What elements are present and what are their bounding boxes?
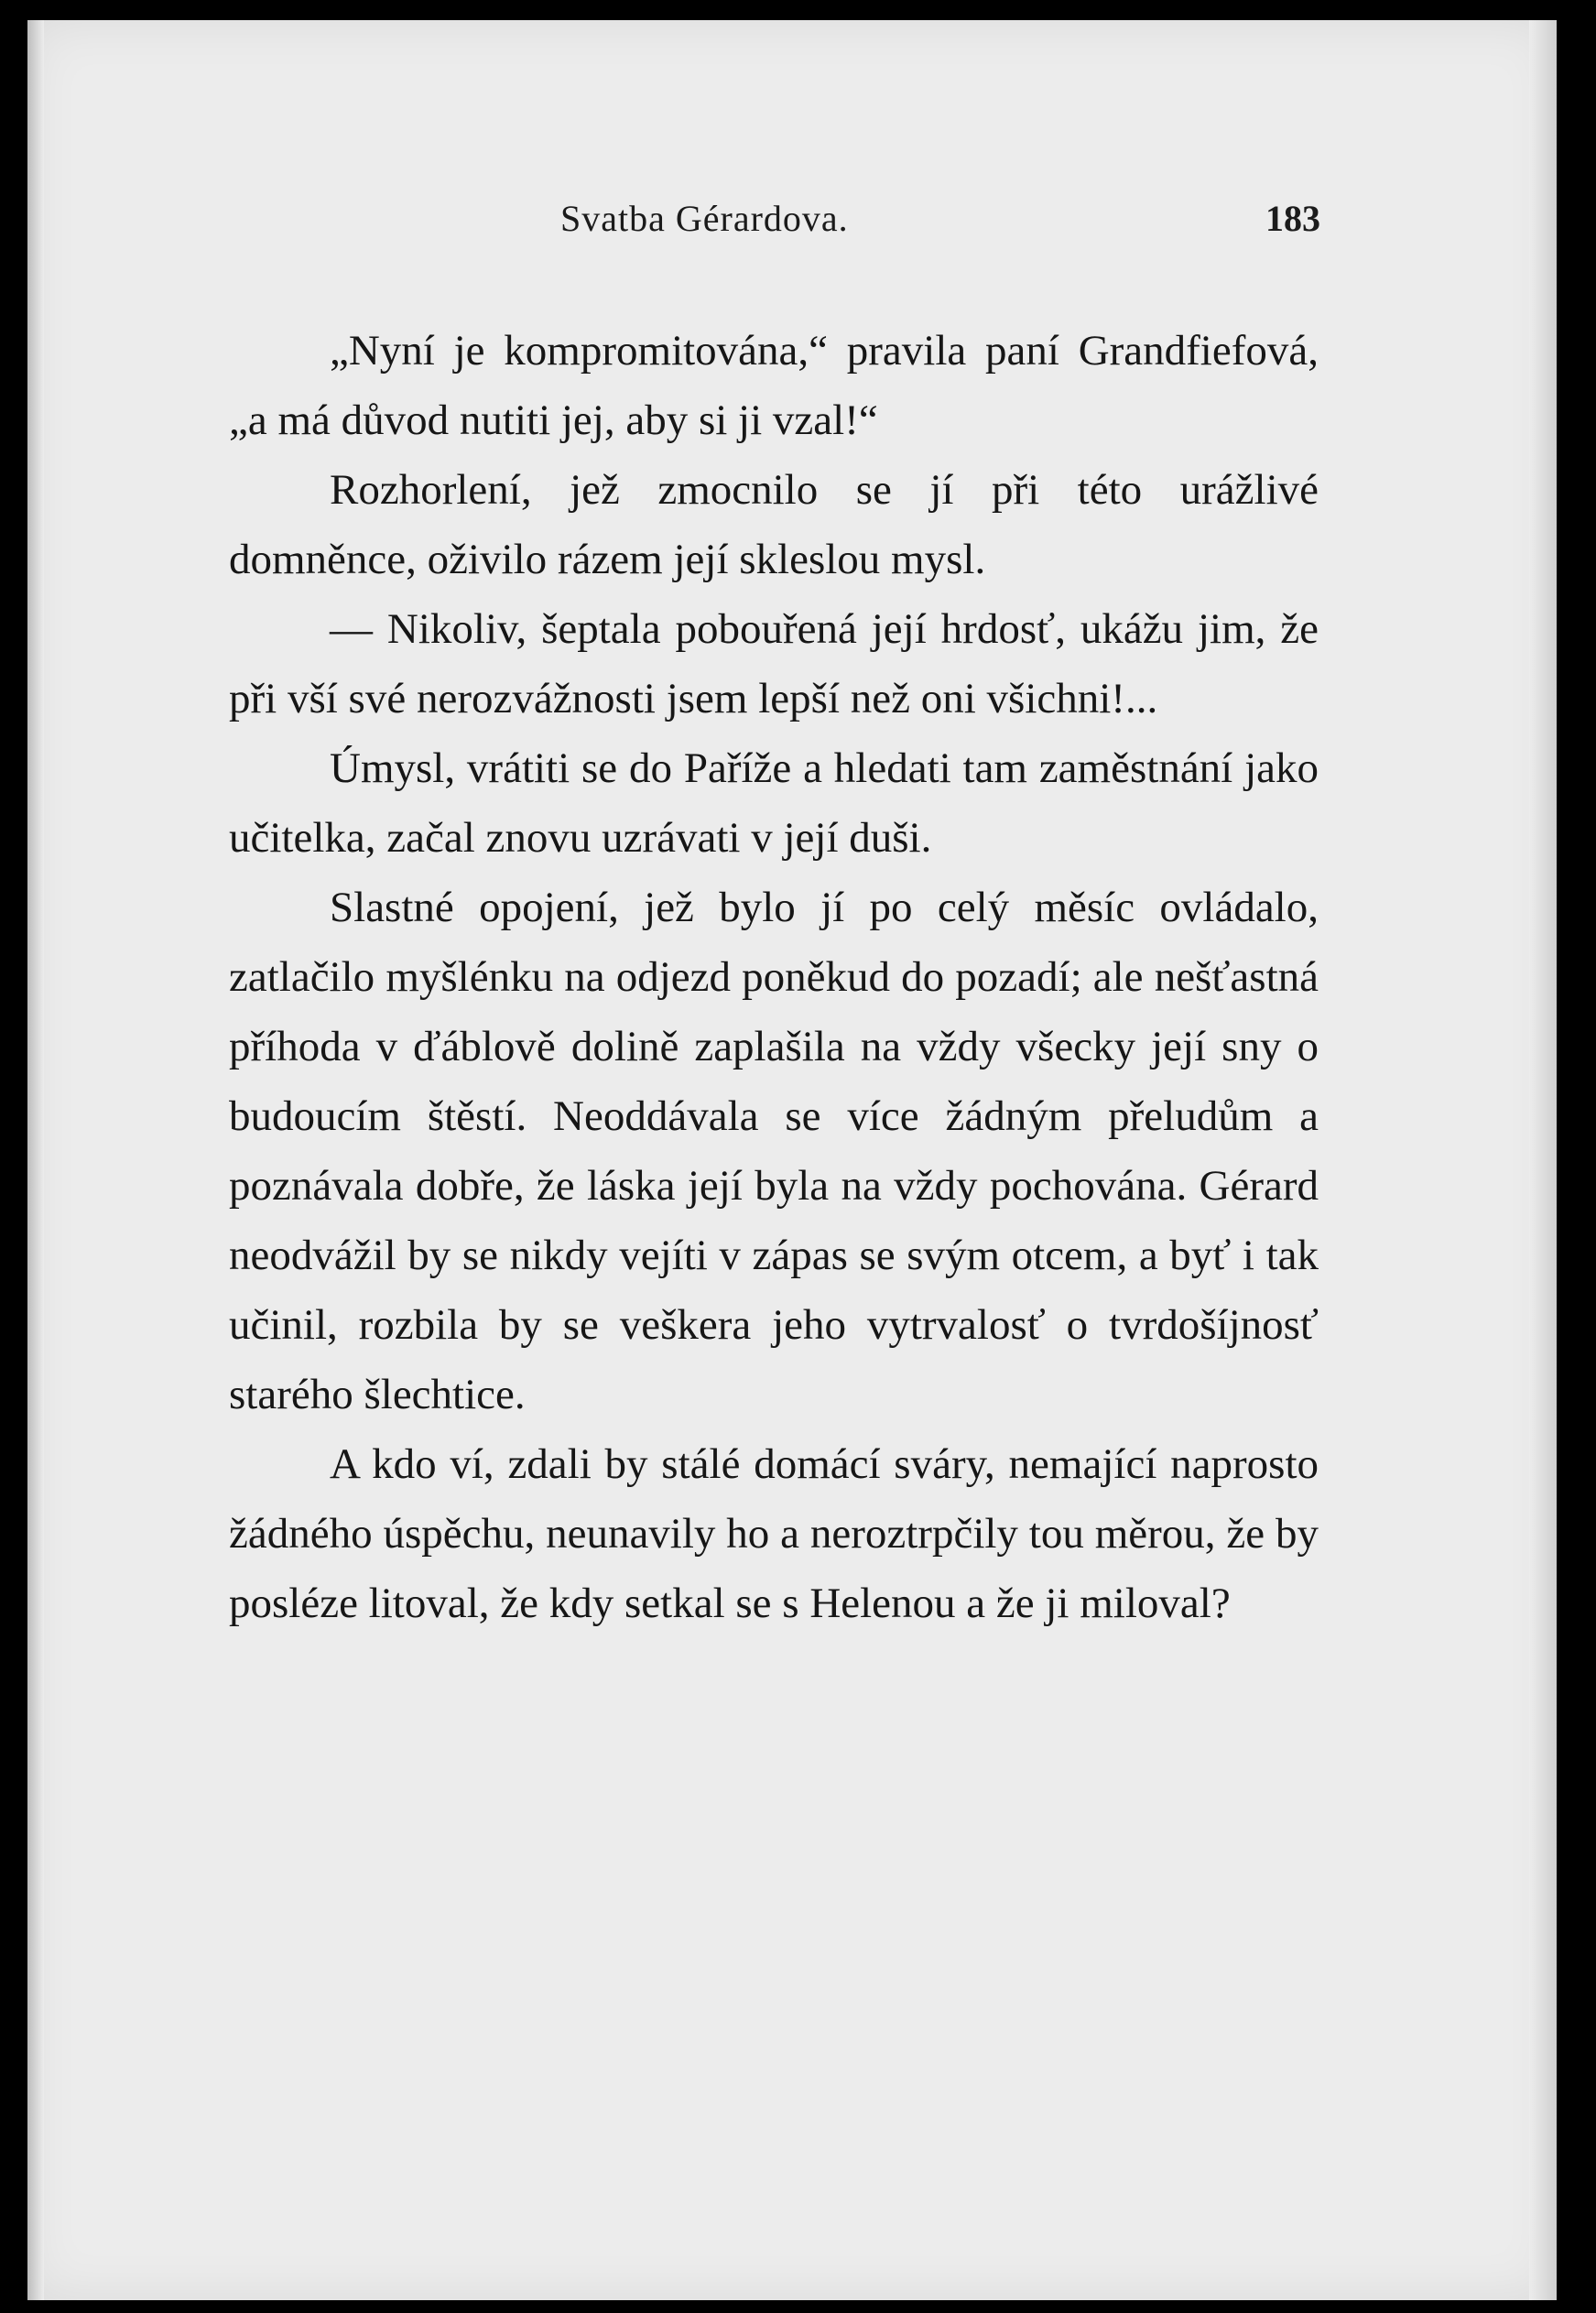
paragraph: Slastné opojení, jež bylo jí po celý měsíc ovládalo, zatlačilo myšlénku na odjezd poněkud do pozadí; ale nešťastná příhoda v ďáblově dolině zaplašila na vždy všecky její sny o budoucím štěstí. Neoddávala se více žádným přeludům a poznávala dobře, že láska její byla na vždy pochována. Gérard neodvážil by se nikdy vejíti v zápas se svým otcem, a byť i tak učinil, rozbila by se veškera jeho vytrvalosť o tvrdošíjnosť starého šlechtice. (229, 884, 1319, 1418)
paragraph: — Nikoliv, šeptala pobouřená její hrdosť, ukážu jim, že při vší své nerozvážnosti jsem lepší než oni všichni!... (229, 605, 1319, 722)
page-edge (1529, 20, 1557, 2300)
paragraph: A kdo ví, zdali by stálé domácí sváry, nemající naprosto žádného úspěchu, neunavily ho a neroztrpčily tou měrou, že by posléze litoval, že kdy setkal se s Helenou a že ji miloval? (229, 1440, 1319, 1627)
paragraph: Úmysl, vrátiti se do Paříže a hledati tam zaměstnání jako učitelka, začal znovu uzrávati v její duši. (229, 744, 1319, 862)
paragraph: Rozhorlení, jež zmocnilo se jí při této urážlivé domněnce, oživilo rázem její skleslou mysl. (229, 466, 1319, 583)
page-number: 183 (1265, 198, 1320, 239)
body-text (229, 316, 1319, 1638)
running-title: Svatba Gérardova. (560, 198, 849, 239)
paragraph: „Nyní je kompromitována,“ pravila paní Grandfiefová, „a má důvod nutiti jej, aby si ji vzal!“ (229, 327, 1319, 444)
page-header (560, 197, 1320, 252)
spine-shadow (27, 20, 44, 2300)
